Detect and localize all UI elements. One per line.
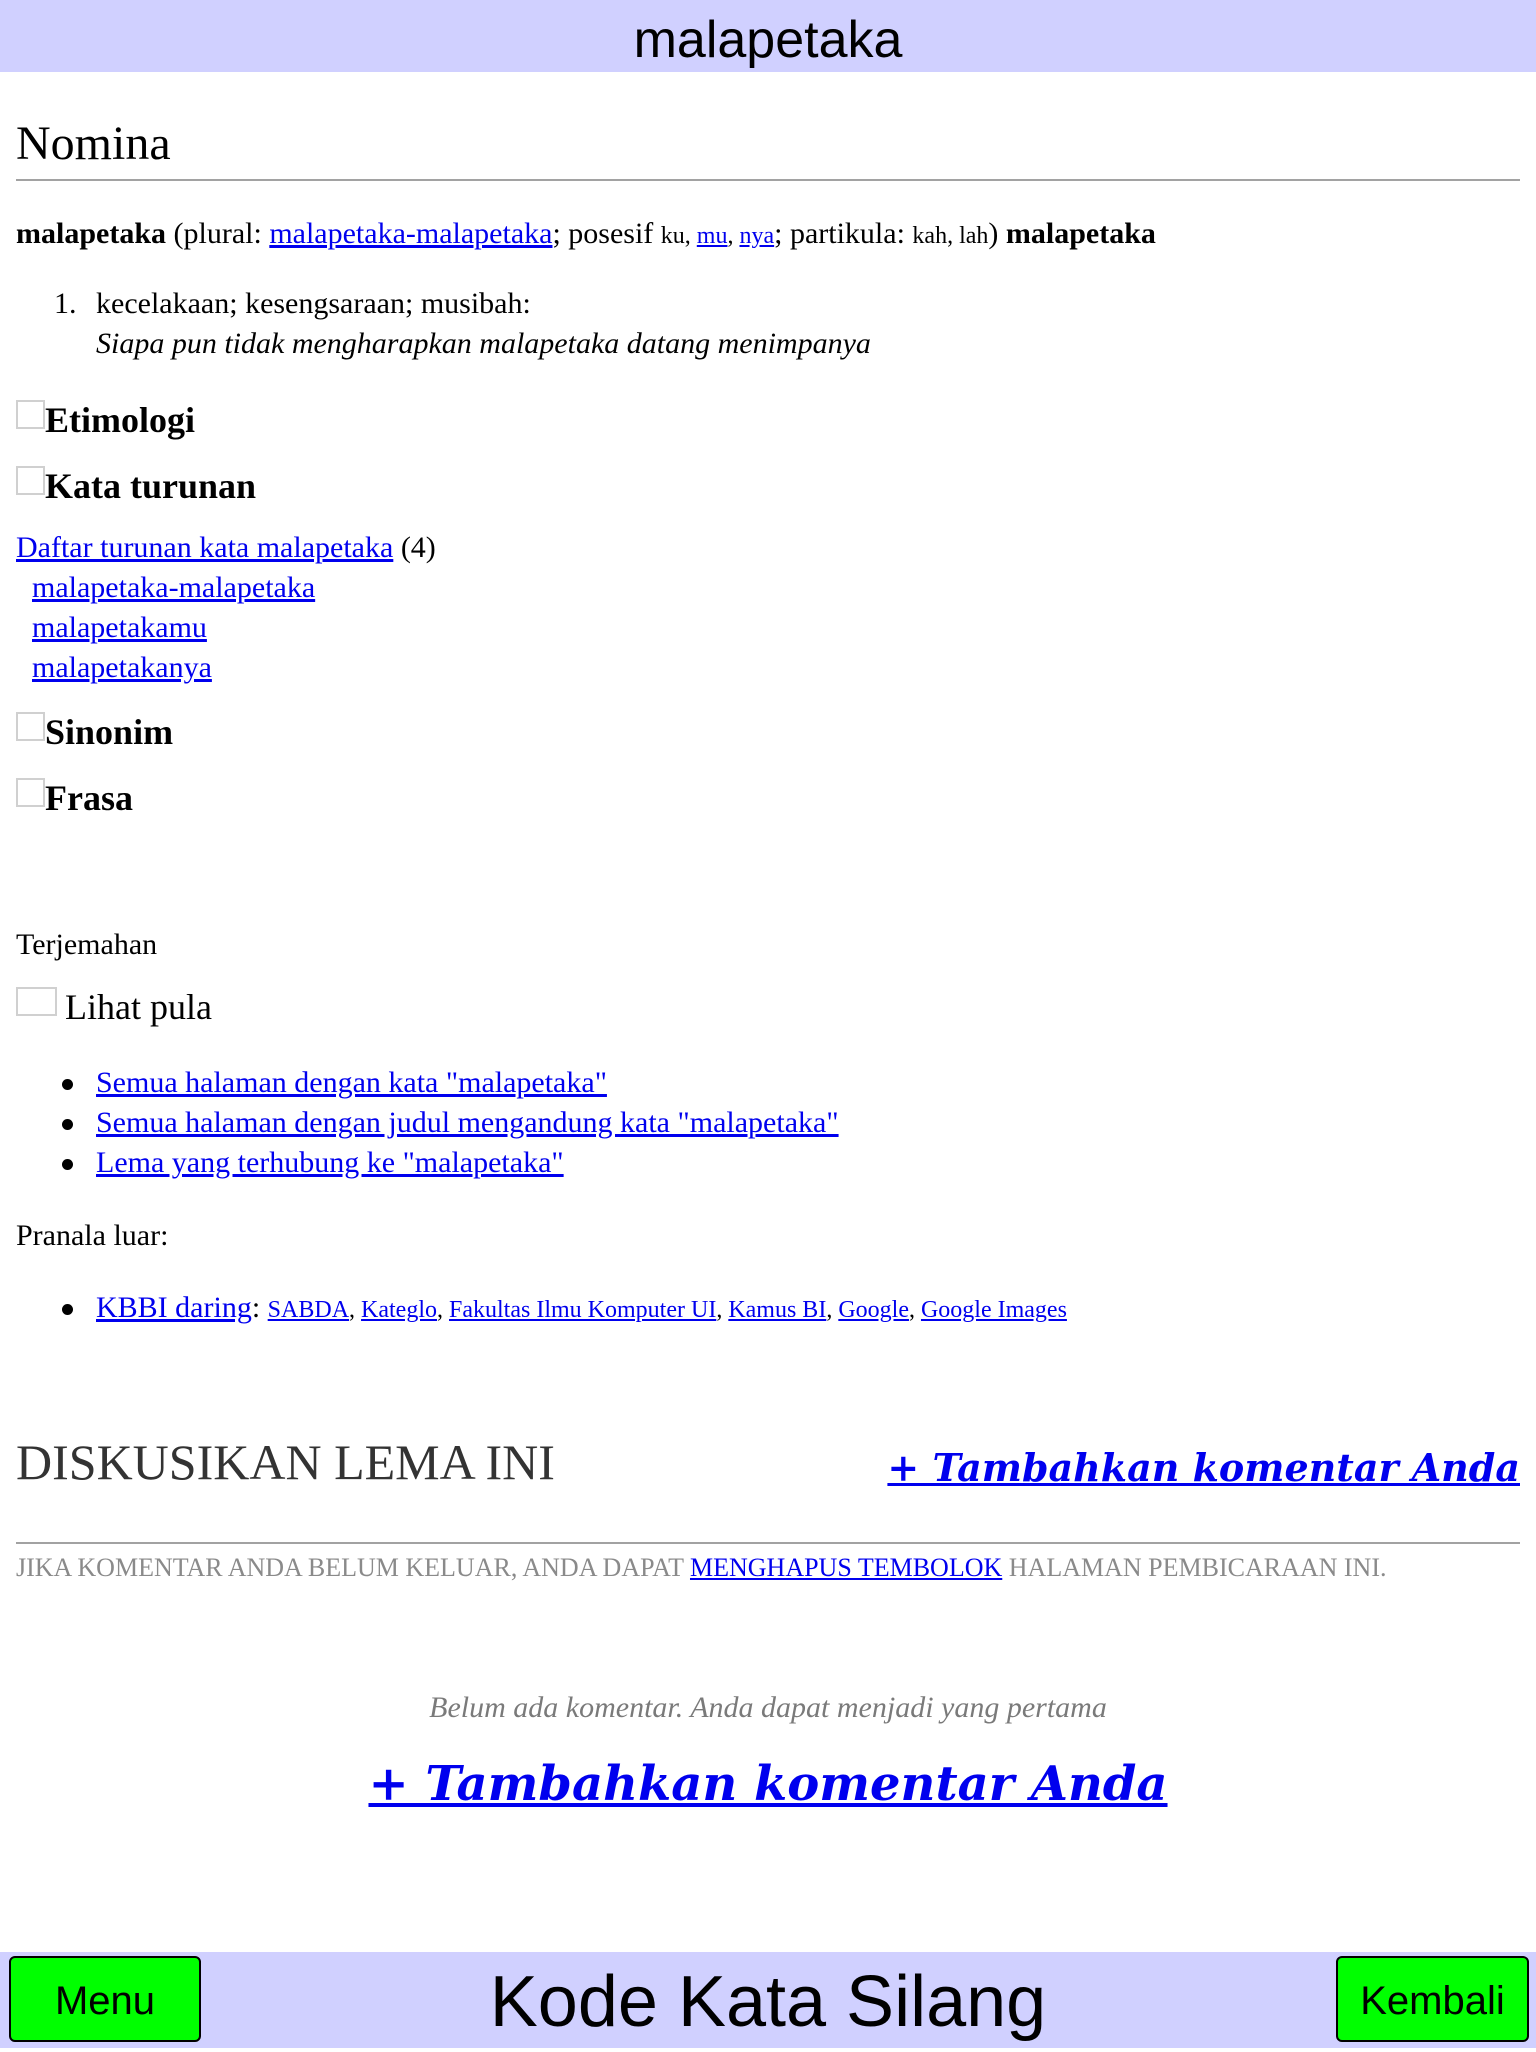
section-kata-turunan[interactable]: [16, 466, 256, 506]
add-comment-center-link[interactable]: + Tambahkan komentar Anda: [368, 1756, 1168, 1812]
section-frasa[interactable]: [16, 778, 133, 818]
posesif-ku: ku: [660, 223, 685, 249]
posesif-nya-link[interactable]: nya: [739, 223, 775, 249]
external-link-sabda[interactable]: SABDA: [267, 1297, 350, 1323]
lihat-pula-link[interactable]: Lema yang terhubung ke "malapetaka": [96, 1146, 564, 1179]
back-button[interactable]: Kembali: [1336, 1956, 1529, 2042]
posesif-mu-link[interactable]: mu: [696, 223, 728, 249]
clear-cache-link[interactable]: MENGHAPUS TEMBOLOK: [689, 1553, 1003, 1582]
pranala-luar-label: Pranala luar:: [16, 1219, 169, 1252]
external-link-google-images[interactable]: Google Images: [920, 1297, 1067, 1323]
no-comments-message: Belum ada komentar. Anda dapat menjadi yang pertama: [429, 1691, 1107, 1724]
derived-item[interactable]: malapetakamu: [32, 611, 207, 644]
posesif-label: ; posesif: [552, 217, 661, 250]
sense-number: 1.: [54, 287, 77, 320]
lihat-pula-link[interactable]: Semua halaman dengan kata "malapetaka": [96, 1066, 607, 1099]
derived-list-link[interactable]: Daftar turunan kata malapetaka: [16, 531, 394, 564]
lihat-pula-heading[interactable]: [16, 987, 212, 1027]
terjemahan-label: Terjemahan: [16, 928, 158, 961]
derived-item[interactable]: malapetaka-malapetaka: [32, 571, 316, 604]
sense-example: Siapa pun tidak mengharapkan malapetaka datang menimpanya: [96, 327, 871, 360]
sinonim-toggle-checkbox[interactable]: [16, 712, 45, 741]
external-link-kamus-bi[interactable]: Kamus BI: [728, 1297, 827, 1323]
kata-turunan-toggle-checkbox[interactable]: [16, 466, 45, 495]
lihat-pula-toggle-checkbox[interactable]: [16, 987, 57, 1016]
lihat-pula-label: Lihat pula: [65, 987, 212, 1027]
derived-words: [16, 528, 436, 688]
external-link-google[interactable]: Google: [838, 1297, 909, 1323]
heading-divider: [16, 179, 1520, 181]
menu-button[interactable]: Menu: [9, 1956, 201, 2042]
section-frasa-label: Frasa: [45, 778, 133, 818]
section-etimologi-label: Etimologi: [45, 400, 195, 440]
derived-item[interactable]: malapetakanya: [32, 651, 212, 684]
section-sinonim-label: Sinonim: [45, 712, 174, 752]
discussion-cache-note: JIKA KOMENTAR ANDA BELUM KELUAR, ANDA DAPAT MENGHAPUS TEMBOLOK HALAMAN PEMBICARAAN INI.: [16, 1553, 1387, 1582]
kbbi-daring-link[interactable]: KBBI daring: [96, 1291, 252, 1324]
add-comment-link[interactable]: + Tambahkan komentar Anda: [887, 1445, 1520, 1490]
partikula-label: ; partikula:: [774, 217, 913, 250]
app-title: Kode Kata Silang: [489, 1962, 1047, 2042]
lihat-pula-list: [16, 1063, 839, 1183]
part-of-speech-heading: Nomina: [16, 117, 171, 170]
discussion-divider: [16, 1542, 1520, 1544]
derived-count: (4): [400, 531, 436, 564]
list-item: KBBI daring: SABDA, Kateglo, Fakultas Ilmu Komputer UI, Kamus BI, Google, Google Images: [16, 1288, 1067, 1330]
discussion-title: DISKUSIKAN LEMA INI: [16, 1434, 555, 1490]
headword: malapetaka: [16, 217, 166, 250]
close-paren: ): [988, 217, 999, 250]
etimologi-toggle-checkbox[interactable]: [16, 400, 45, 429]
section-kata-turunan-label: Kata turunan: [45, 466, 257, 506]
external-link-kateglo[interactable]: Kateglo: [361, 1297, 438, 1323]
list-item: [16, 1103, 839, 1143]
sense-definition: kecelakaan; kesengsaraan; musibah:: [96, 287, 531, 320]
lihat-pula-link[interactable]: Semua halaman dengan judul mengandung kata "malapetaka": [96, 1106, 839, 1139]
section-sinonim[interactable]: [16, 712, 173, 752]
top-title-bar: [0, 0, 1536, 72]
plural-link[interactable]: malapetaka-malapetaka: [269, 217, 553, 250]
section-etimologi[interactable]: [16, 400, 195, 440]
bottom-bar: [0, 1952, 1536, 2048]
pranala-luar-list: [16, 1288, 1067, 1330]
frasa-toggle-checkbox[interactable]: [16, 778, 45, 807]
headword-repeat: malapetaka: [1005, 217, 1156, 250]
partikula-values: kah, lah: [912, 223, 989, 249]
list-item: [16, 1143, 839, 1183]
list-item: [16, 1063, 839, 1103]
external-link-fasilkom-ui[interactable]: Fakultas Ilmu Komputer UI: [449, 1297, 717, 1323]
page-title: malapetaka: [633, 11, 903, 69]
headword-line: malapetaka (plural: malapetaka-malapetaka; posesif ku, mu, nya; partikula: kah, lah) malapetaka: [16, 217, 1156, 250]
add-comment-center-wrapper: [16, 1752, 1520, 1816]
plural-label: (plural:: [173, 217, 270, 250]
